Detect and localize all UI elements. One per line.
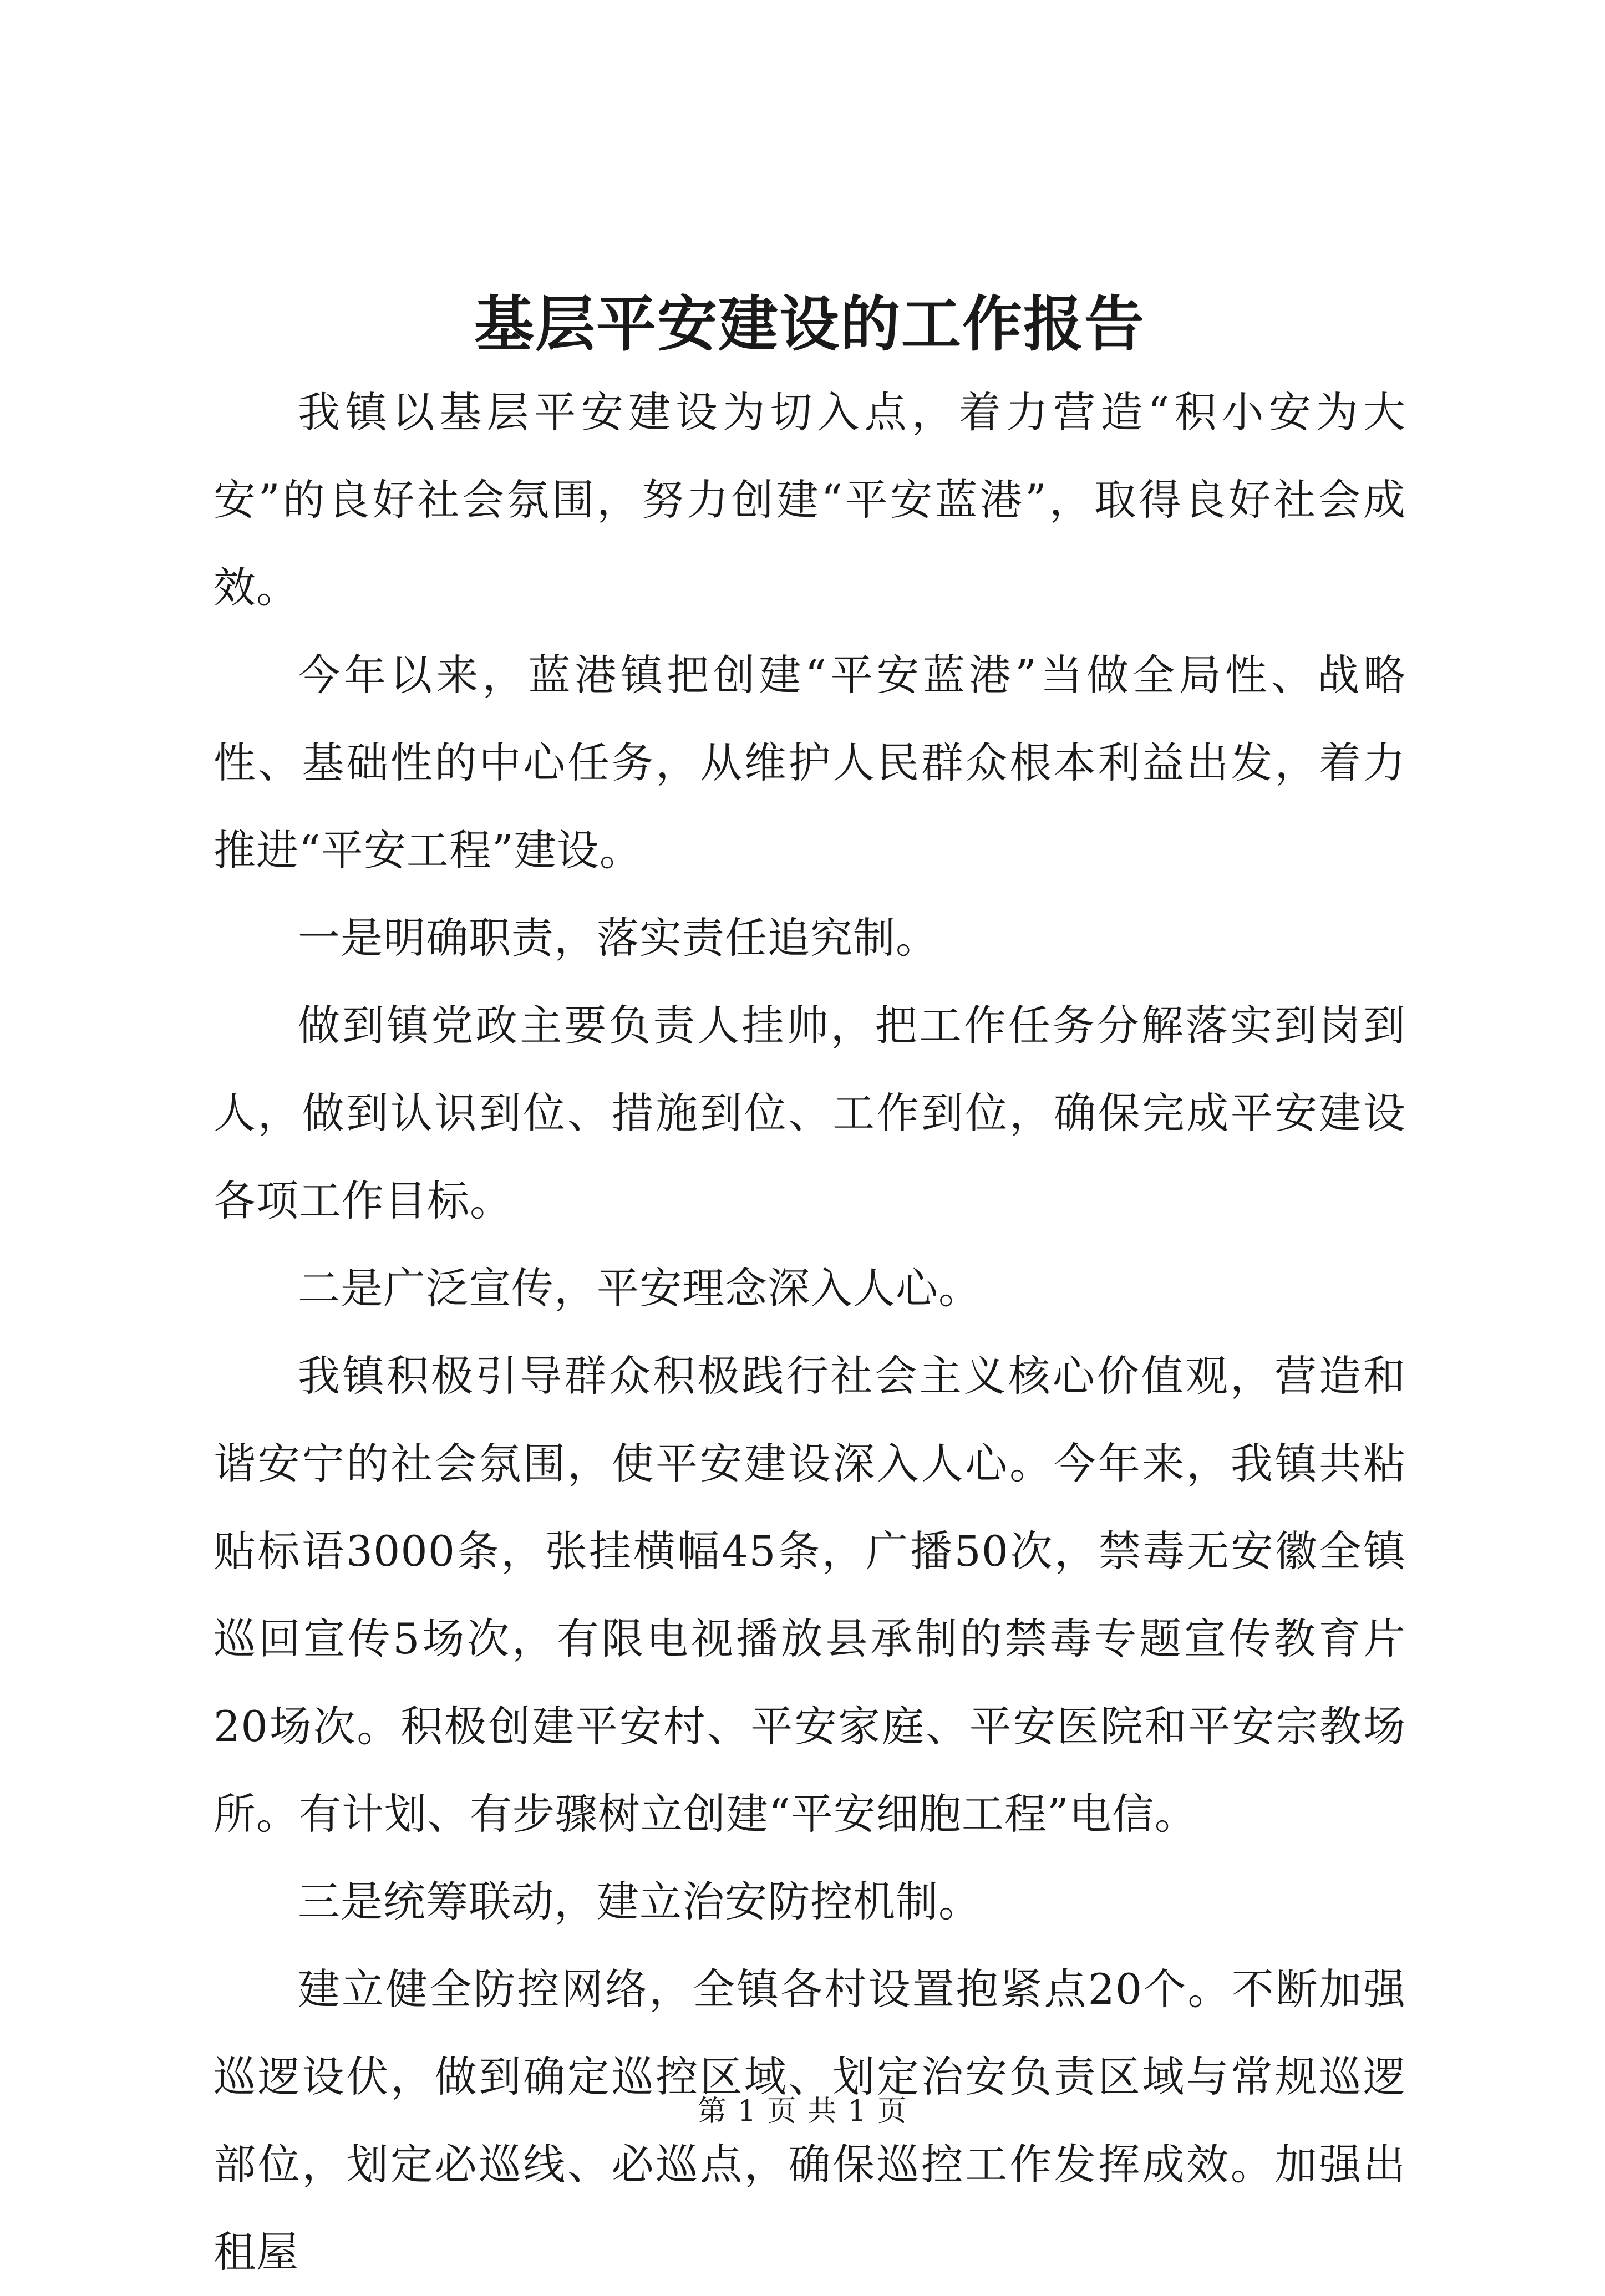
page-number-footer: 第 1 页 共 1 页 [697, 2095, 908, 2128]
paragraph-section-2: 我镇积极引导群众积极践行社会主义核心价值观，营造和谐安宁的社会氛围，使平安建设深入人心。今年来，我镇共粘贴标语3000条，张挂横幅45条，广播50次，禁毒无安徽全镇巡回宣传5场次，有限电视播放县承制的禁毒专题宣传教育片20场次。积极创建平安村、平安家庭、平安医院和平安宗教场所。有计划、有步骤树立创建“平安细胞工程”电信。 [214, 1351, 1406, 1839]
section-heading-3: 三是统筹联动，建立治安防控机制。 [298, 1877, 981, 1926]
paragraph-section-1: 做到镇党政主要负责人挂帅，把工作任务分解落实到岗到人，做到认识到位、措施到位、工作到位，确保完成平安建设各项工作目标。 [214, 1001, 1406, 1225]
paragraph-overview: 今年以来，蓝港镇把创建“平安蓝港”当做全局性、战略性、基础性的中心任务，从维护人民群众根本利益出发，着力推进“平安工程”建设。 [214, 650, 1406, 875]
section-heading-1: 一是明确职责，落实责任追究制。 [298, 913, 938, 963]
paragraph-intro: 我镇以基层平安建设为切入点，着力营造“积小安为大安”的良好社会氛围，努力创建“平安蓝港”，取得良好社会成效。 [214, 388, 1406, 612]
document-body [214, 280, 1406, 2296]
document-title: 基层平安建设的工作报告 [474, 289, 1145, 359]
paragraph-section-3: 建立健全防控网络，全镇各村设置抱紧点20个。不断加强巡逻设伏，做到确定巡控区域、划定治安负责区域与常规巡逻部位，划定必巡线、必巡点，确保巡控工作发挥成效。加强出租屋 [214, 1964, 1406, 2277]
section-heading-2: 二是广泛宣传，平安理念深入人心。 [298, 1264, 981, 1313]
